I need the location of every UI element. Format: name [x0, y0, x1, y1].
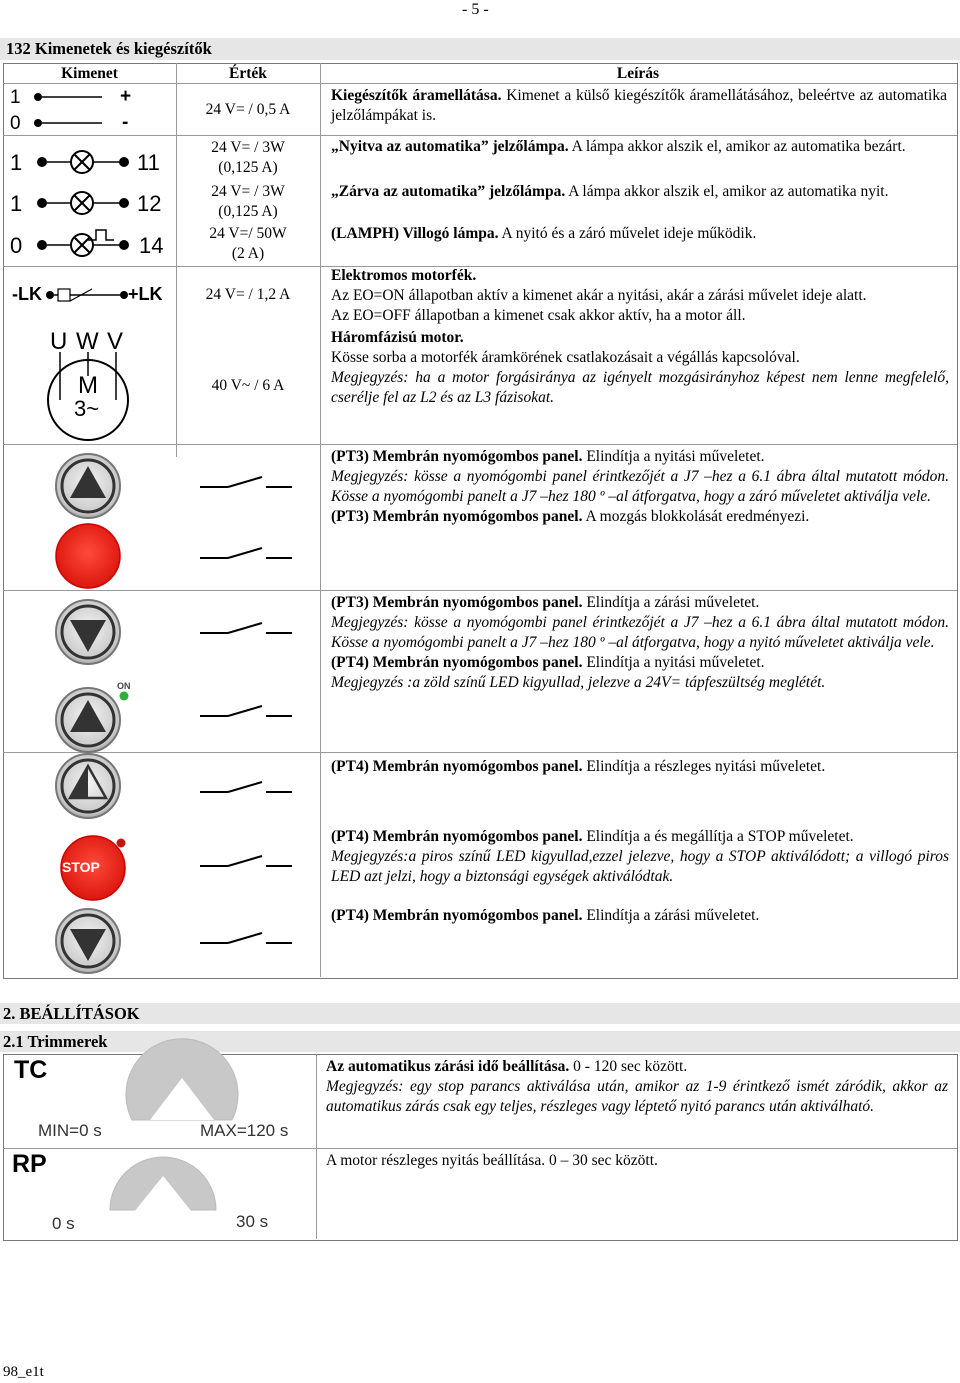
- on-label: ON: [117, 681, 131, 691]
- desc-pt3-close: (PT3) Membrán nyomógombos panel. Elindítja a zárási műveletet. Megjegyzés: kösse a nyomógombi panel érintkezőjét a J7 –hez a 6.1 ábra által mutatott módon. Kösse a nyomógombi panelt a J7 –hez 180 º –al átforgatva, hogy a nyitó műveletet aktiválja vele. (PT4) Membrán nyomógombos panel. Elindítja a nyitási műveletet. Megjegyzés :a zöld színű LED kigyullad, jelezve a 24V= tápfeszültség meglétét.: [331, 594, 949, 691]
- terminal-u: U: [50, 328, 68, 355]
- desc-motor: Háromfázisú motor. Kösse sorba a motorfék áramkörének csatlakozásait a végállás kapcsolóval. Megjegyzés: ha a motor forgásiránya az igényelt mozgásirányhoz képest nem lenne megfelelő, cserélje fel az L2 és az L3 fázisokat.: [331, 329, 949, 406]
- terminal-1b: 1: [10, 150, 23, 175]
- trimmer-rp-label: RP: [12, 1150, 47, 1178]
- terminal-v: V: [107, 328, 124, 355]
- terminal-w: W: [76, 328, 99, 355]
- footer-code: 98_e1t: [3, 1364, 44, 1380]
- section-title: 132 Kimenetek és kiegészítők: [0, 38, 960, 60]
- value-motor: 40 V~ / 6 A: [211, 377, 285, 394]
- desc-trimmer-tc: Az automatikus zárási idő beállítása. 0 - 120 sec között. Megjegyzés: egy stop parancs aktiválása után, amikor az 1-9 érintkező ismét záródik, akkor az automatikus zárás csak egy teljes, részleges vagy léptető nyitó parancs után aktiválható.: [326, 1058, 948, 1115]
- close-led-button-icon: [56, 909, 120, 973]
- desc-lamp-open: „Nyitva az automatika” jelzőlámpa. A lámpa akkor alszik el, amikor az automatika bezárt.: [331, 138, 906, 155]
- desc-pt4-stop: (PT4) Membrán nyomógombos panel. Elindítja a és megállítja a STOP műveletet. Megjegyzés:a piros színű LED kigyullad,ezzel jelezve, hogy a STOP aktiválódott; a villogó piros LED azt jelzi, hogy a biztonsági egységek aktiválódtak.: [331, 828, 949, 885]
- terminal-14: 14: [139, 233, 164, 258]
- value-brake: 24 V= / 1,2 A: [205, 286, 291, 303]
- desc-brake: Elektromos motorfék. Az EO=ON állapotban aktív a kimenet akár a nyitási, akár a zárási művelet ideje alatt. Az EO=OFF állapotban a kimenet csak akkor aktív, ha a motor áll.: [331, 267, 867, 324]
- red-stop-button-icon: [56, 524, 120, 588]
- terminal-plus-lk: +LK: [128, 284, 163, 304]
- partial-open-button-icon: [56, 754, 120, 818]
- trimmer-tc-max: MAX=120 s: [200, 1121, 289, 1140]
- desc-pt4-close: (PT4) Membrán nyomógombos panel. Elindítja a zárási műveletet.: [331, 907, 760, 924]
- value-flashing-lamp: 24 V=/ 50W (2 A): [209, 225, 287, 262]
- trimmer-rp-max: 30 s: [236, 1212, 269, 1231]
- terminal-11: 11: [137, 150, 160, 175]
- value-power: 24 V= / 0,5 A: [205, 101, 291, 118]
- motor-m: M: [78, 372, 98, 399]
- header-ertek: Érték: [229, 65, 267, 82]
- desc-trimmer-rp: A motor részleges nyitás beállítása. 0 – 30 sec között.: [326, 1152, 658, 1169]
- value-lamp-closed: 24 V= / 3W (0,125 A): [211, 183, 285, 220]
- open-button-icon: [56, 454, 120, 518]
- terminal-1c: 1: [10, 191, 23, 216]
- section21-title: 2.1 Trimmerek: [0, 1031, 960, 1052]
- terminal-0: 0: [10, 113, 21, 134]
- terminal-minus-lk: -LK: [12, 284, 42, 304]
- trimmer-tc-min: MIN=0 s: [38, 1121, 102, 1140]
- terminal-plus: +: [120, 86, 132, 107]
- desc-pt3-open: (PT3) Membrán nyomógombos panel. Elindítja a nyitási műveletet. Megjegyzés: kösse a nyomógombi panel érintkezőjét a J7 –hez a 6.1 ábra által mutatott módon. Kösse a nyomógombi panelt a J7 –hez 180 º –al átforgatva, hogy a záró műveletet aktiválja vele. (PT3) Membrán nyomógombos panel. A mozgás blokkolását eredményezi.: [331, 448, 949, 525]
- header-leiras: Leírás: [616, 65, 660, 82]
- desc-lamp-closed: „Zárva az automatika” jelzőlámpa. A lámpa akkor alszik el, amikor az automatika nyit.: [331, 183, 889, 200]
- close-button-icon: [56, 600, 120, 664]
- trimmer-tc-label: TC: [14, 1056, 48, 1084]
- terminal-minus: -: [122, 112, 129, 133]
- trimmer-rp-dial-icon: [0, 0, 1, 1]
- header-kimenet: Kimenet: [61, 65, 118, 82]
- trimmer-rp-min: 0 s: [52, 1214, 75, 1233]
- section2-title: 2. BEÁLLÍTÁSOK: [0, 1003, 960, 1024]
- terminal-12: 12: [137, 191, 162, 216]
- stop-label: STOP: [62, 859, 100, 875]
- page-number: - 5 -: [462, 1, 489, 18]
- desc-flashing-lamp: (LAMPH) Villogó lámpa. A nyitó és a záró művelet ideje működik.: [331, 225, 757, 242]
- motor-phase: 3~: [74, 396, 100, 421]
- desc-pt4-partial: (PT4) Membrán nyomógombos panel. Elindítja a részleges nyitási műveletet.: [331, 758, 826, 775]
- value-lamp-open: 24 V= / 3W (0,125 A): [211, 139, 285, 176]
- terminal-0b: 0: [10, 233, 23, 258]
- desc-power: Kiegészítők áramellátása. Kimenet a külső kiegészítők áramellátásához, beleértve az automatika jelzőlámpákat is.: [331, 87, 947, 124]
- terminal-1: 1: [10, 87, 21, 108]
